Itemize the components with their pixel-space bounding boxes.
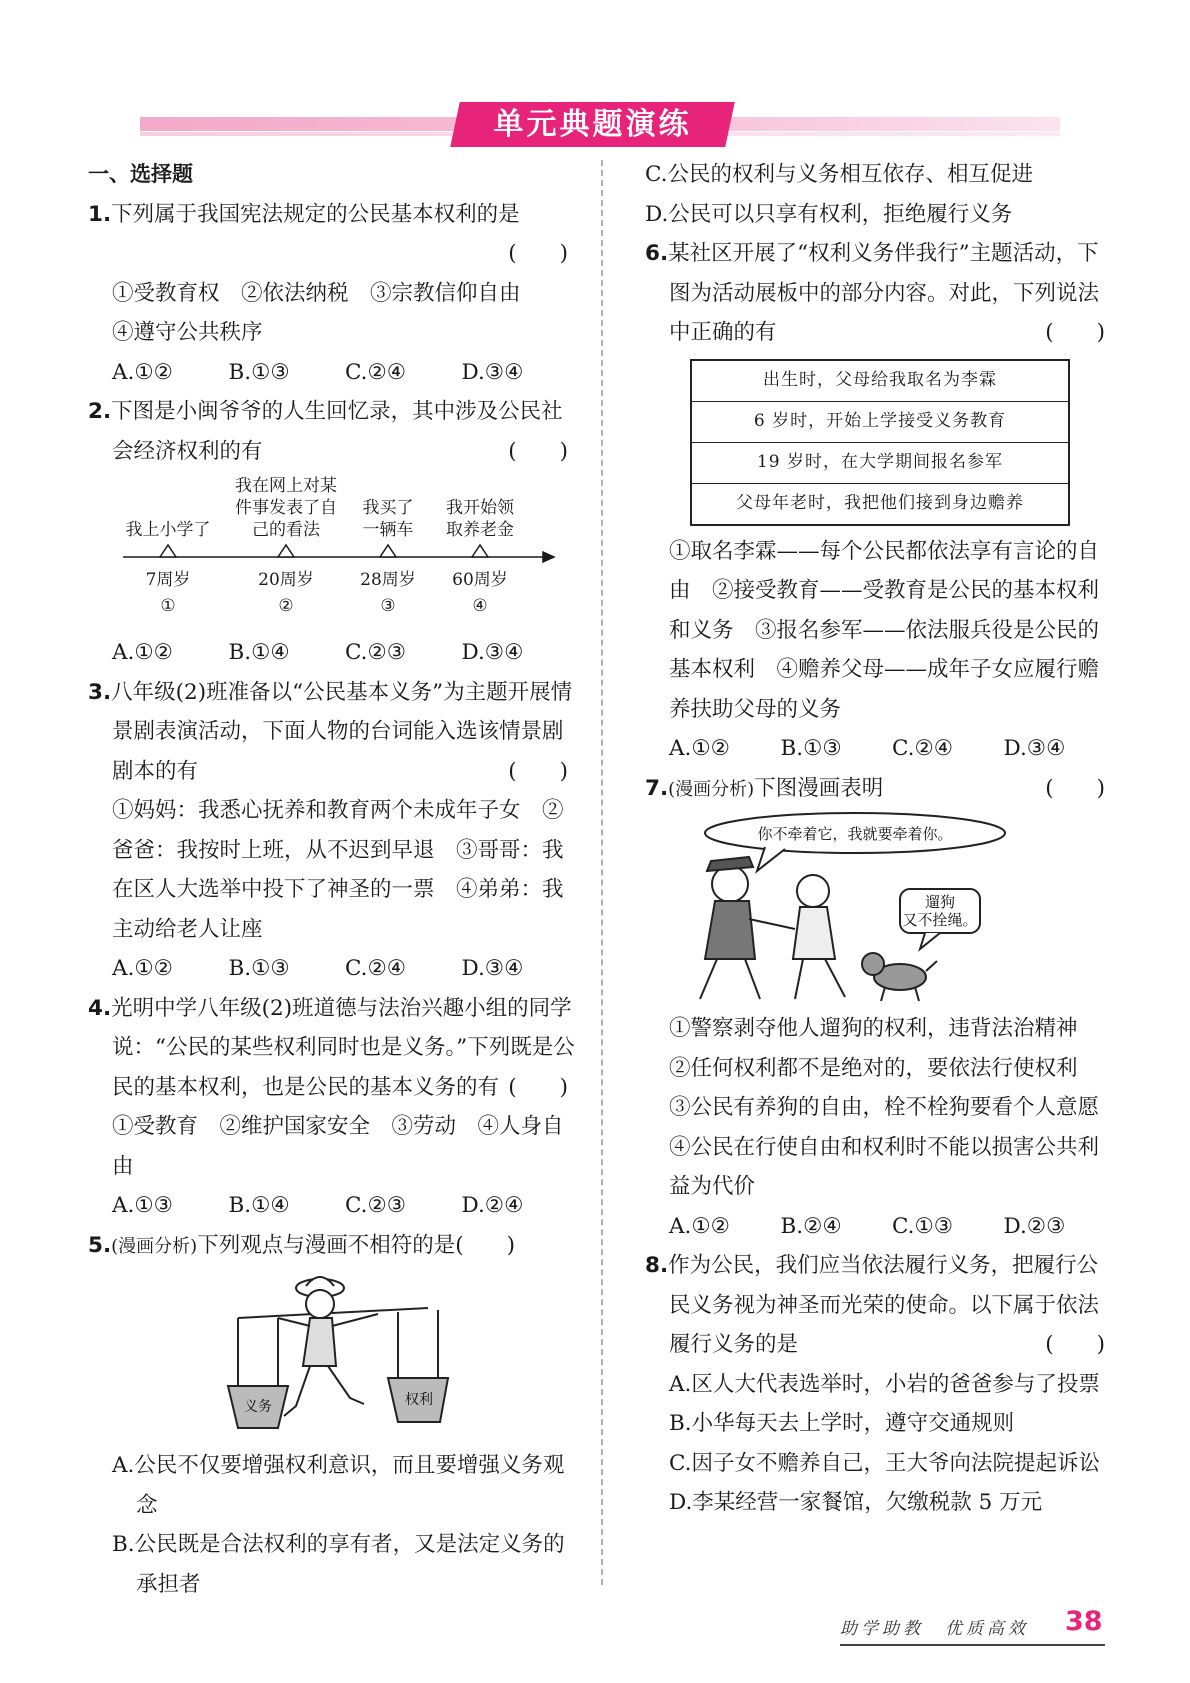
section-header: [0, 0, 1190, 160]
dog-head: [862, 953, 884, 975]
timeline-age-3: 28周岁: [360, 570, 416, 590]
activity-table: [690, 359, 1070, 526]
timeline-event-2-line2: 件事发表了自: [235, 498, 337, 518]
question-6-stem: 6.某社区开展了“权利义务伴我行”主题活动，下图为活动展板中的部分内容。对此，下列说法中正确的有 ( ): [645, 241, 1105, 345]
question-5-option-b: B.公民既是合法权利的享有者，又是法定义务的承担者: [112, 1532, 565, 1597]
timeline-mark-3: ③: [380, 596, 396, 616]
timeline-event-4-line3: 取养老金: [446, 520, 514, 540]
page-number: 38: [1065, 1606, 1103, 1637]
timeline-marker-4: [472, 545, 488, 557]
section-title: 一、选择题: [88, 162, 193, 186]
dog-bubble-text-1: 遛狗: [924, 893, 956, 911]
timeline-marker-2: [278, 545, 294, 557]
question-6-options: [645, 729, 1115, 769]
option-b: B.①③: [780, 736, 842, 761]
question-5-option-d: D.公民可以只享有权利，拒绝履行义务: [645, 201, 1013, 227]
footer-rule: [840, 1644, 1105, 1646]
question-8-option-b: B.小华每天去上学时，遵守交通规则: [669, 1411, 1015, 1436]
activity-row: 父母年老时，我把他们接到身边赡养: [691, 483, 1069, 525]
question-6-items: ①取名李霖——每个公民都依法享有言论的自由 ②接受教育——受教育是公民的基本权利和义务 ③报名参军——依法服兵役是公民的基本权利 ④赡养父母——成年子女应履行赡养扶助父母的义务: [669, 538, 1100, 722]
question-8-option-c: C.因子女不赡养自己，王大爷向法院提起诉讼: [669, 1450, 1101, 1476]
timeline-event-3-line3: 一辆车: [362, 520, 414, 540]
timeline-age-1: 7周岁: [145, 570, 191, 590]
timeline-figure: [88, 473, 558, 633]
question-5-stem: 5.(漫画分析)下列观点与漫画不相符的是( ): [88, 1232, 515, 1258]
option-a: A.①②: [669, 1213, 730, 1239]
timeline-age-4: 60周岁: [452, 570, 508, 590]
left-column: [88, 155, 578, 1604]
option-c: C.②③: [345, 640, 407, 665]
right-column: [645, 155, 1121, 1523]
timeline-event-2-line1: 我在网上对某: [235, 476, 337, 496]
option-a: A.①③: [112, 1193, 173, 1218]
person-head: [306, 1290, 334, 1318]
option-c: C.②④: [892, 736, 954, 761]
answer-paren: ( ): [508, 241, 568, 266]
question-2-options: [88, 633, 578, 673]
activity-board: [690, 359, 1115, 526]
timeline-marker-1: [160, 545, 176, 557]
timeline-event-1-label: 我上小学了: [125, 520, 211, 540]
timeline-event-3-line2: 我买了: [362, 498, 414, 518]
header-title: 单元典题演练: [493, 107, 692, 142]
question-8-option-a: A.区人大代表选举时，小岩的爸爸参与了投票: [669, 1371, 1100, 1397]
question-8-option-d: D.李某经营一家餐馆，欠缴税款 5 万元: [669, 1490, 1043, 1515]
activity-row: 出生时，父母给我取名为李霖: [691, 360, 1069, 402]
option-b: B.②④: [780, 1213, 842, 1239]
page-footer: [840, 1606, 1103, 1650]
timeline-axis: [123, 545, 554, 562]
timeline-age-2: 20周岁: [258, 570, 314, 590]
question-4-stem: 4.光明中学八年级(2)班道德与法治兴趣小组的同学说：“公民的某些权利同时也是义务。”下列既是公民的基本权利，也是公民的基本义务的有 ( ): [88, 995, 575, 1100]
question-1-options: [88, 353, 578, 393]
timeline-event-4-line2: 我开始领: [446, 498, 514, 518]
column-divider: [601, 160, 603, 1585]
timeline-mark-1: ①: [160, 596, 176, 616]
question-3-options: [88, 949, 578, 989]
option-b: B.①④: [228, 1193, 290, 1218]
dog-bubble-text-2: 又不拴绳。: [902, 911, 978, 929]
option-b: B.①③: [228, 956, 290, 981]
question-5-option-a: A.公民不仅要增强权利意识，而且要增强义务观念: [112, 1453, 565, 1518]
option-b: B.①③: [228, 359, 290, 385]
timeline-event-2-line3: 己的看法: [252, 520, 320, 540]
option-a: A.①②: [112, 359, 173, 385]
activity-row: 19 岁时，在大学期间报名参军: [691, 442, 1069, 483]
header-title-box: [450, 102, 735, 147]
activity-row: 6 岁时，开始上学接受义务教育: [691, 401, 1069, 442]
police-head: [712, 866, 748, 902]
option-d: D.②③: [1003, 1213, 1066, 1239]
man-body: [793, 907, 835, 959]
option-c: C.②④: [345, 956, 407, 981]
option-c: C.②④: [345, 359, 407, 385]
question-4-options: [88, 1186, 578, 1226]
question-1-items: ①受教育权 ②依法纳税 ③宗教信仰自由: [112, 280, 521, 306]
option-c: C.①③: [892, 1213, 954, 1239]
option-a: A.①②: [112, 640, 173, 665]
timeline-mark-4: ④: [472, 596, 488, 616]
timeline-marker-3: [380, 545, 396, 557]
left-basket-label: 义务: [244, 1399, 272, 1415]
timeline-mark-2: ②: [278, 596, 294, 616]
question-8-stem: 8.作为公民，我们应当依法履行义务，把履行公民义务视为神圣而光荣的使命。以下属于依法履行义务的是 ( ): [645, 1253, 1105, 1357]
option-d: D.③④: [461, 956, 524, 981]
police-speech-text: 你不牵着它，我就要牵着你。: [757, 825, 953, 843]
question-4-items: ①受教育 ②维护国家安全 ③劳动 ④人身自由: [112, 1114, 564, 1179]
option-d: D.③④: [1003, 736, 1066, 761]
question-3-items: ①妈妈：我悉心抚养和教育两个未成年子女 ②爸爸：我按时上班，从不迟到早退 ③哥哥：我在区人大选举中投下了神圣的一票 ④弟弟：我主动给老人让座: [112, 798, 564, 942]
option-c: C.②③: [345, 1193, 407, 1218]
footer-slogan: 助学助教 优质高效: [840, 1619, 1029, 1639]
right-basket-label: 权利: [405, 1392, 433, 1408]
question-2-stem: 2.下图是小闽爷爷的人生回忆录，其中涉及公民社会经济权利的有 ( ): [88, 399, 568, 464]
question-7-items: ①警察剥夺他人遛狗的权利，违背法治精神 ②任何权利都不是绝对的，要依法行使权利 ③公民有养狗的自由，栓不栓狗要看个人意愿 ④公民在行使自由和权利时不能以损害公共利益为代价: [669, 1016, 1121, 1199]
police-body: [705, 901, 755, 959]
option-b: B.①④: [228, 640, 290, 665]
question-5-option-c: C.公民的权利与义务相互依存、相互促进: [645, 162, 1034, 187]
option-d: D.②④: [461, 1193, 524, 1218]
question-7-options: [645, 1207, 1115, 1247]
man-head: [797, 875, 829, 907]
option-a: A.①②: [669, 736, 730, 761]
cartoon-police-dog: [645, 809, 1115, 1009]
option-d: D.③④: [461, 640, 524, 665]
option-a: A.①②: [112, 956, 173, 981]
option-d: D.③④: [461, 359, 524, 385]
question-1-items-2: ④遵守公共秩序: [112, 320, 263, 345]
question-1-stem: 1.下列属于我国宪法规定的公民基本权利的是: [88, 201, 520, 227]
question-7-stem: 7.(漫画分析)下图漫画表明 ( ): [645, 775, 1105, 801]
question-3-stem: 3.八年级(2)班准备以“公民基本义务”为主题开展情景剧表演活动，下面人物的台词能入选该情景剧剧本的有 ( ): [88, 679, 573, 784]
cartoon-carrying-baskets: [88, 1266, 578, 1446]
